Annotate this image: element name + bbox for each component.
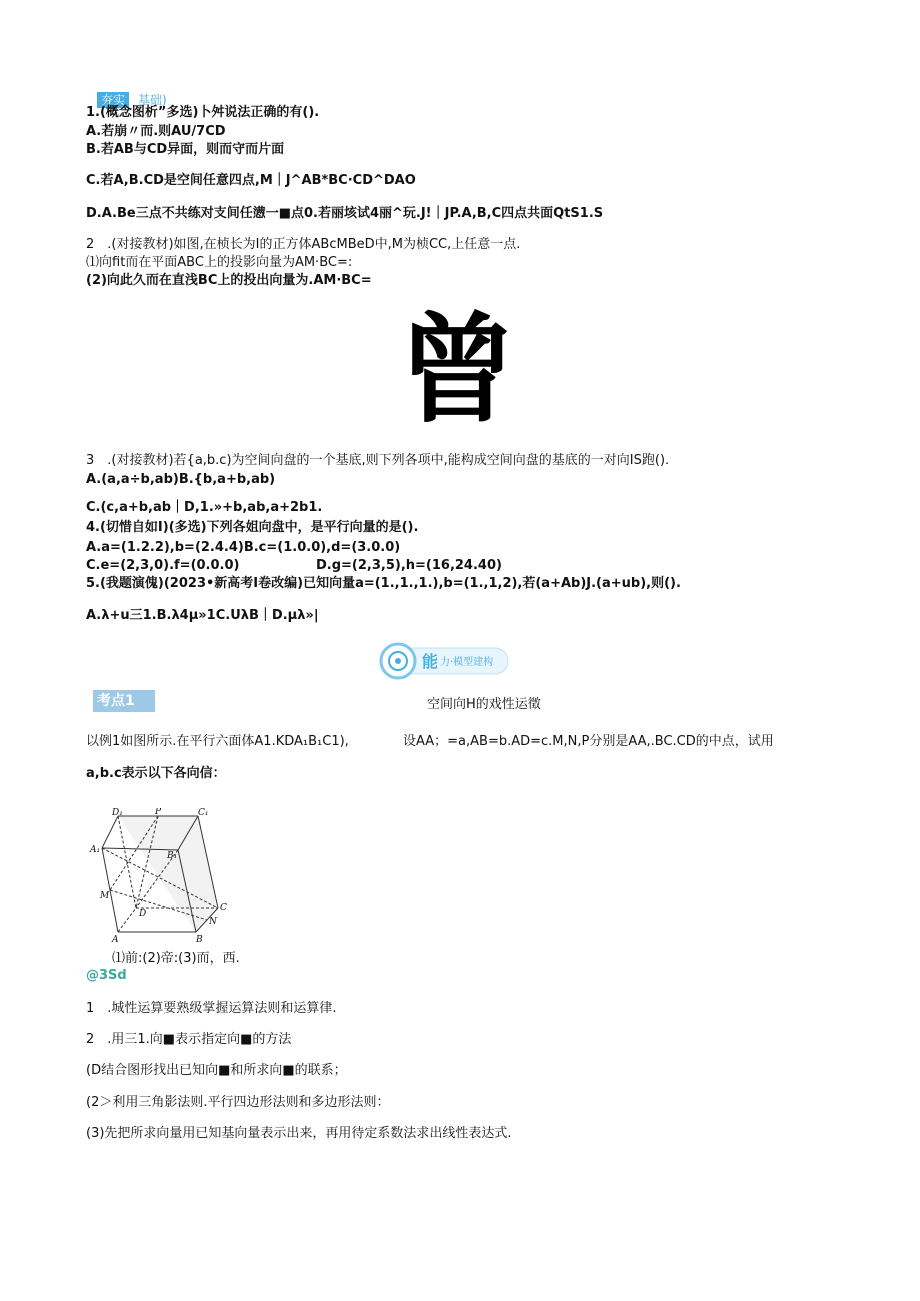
label-a: A [112,935,119,945]
question-3-options-ab: A.(a,a÷b,ab)B.{b,a+b,ab) [86,472,276,487]
method-step-3: (3)先把所求向量用已知基向量表示出来，再用待定系数法求出线性表达式. [86,1126,512,1141]
question-5: 5.(我题演傀)(2023•新高考I卷改编)已知向量a=(1.,1.,1.),b=(1.,1,2),若(a+Ab)J.(a+ub),则(). [86,576,681,591]
label-a1: A₁ [90,845,101,855]
method-step-2: (2＞利用三角影法则.平行四边形法则和多边形法则： [86,1095,390,1110]
question-3: 3 .(对接教材)若{a,b.c)为空间向盘的一个基底,则下列各项中,能构成空间向盘的基底的一对向IS跑(). [86,453,670,468]
question-4-options-ab: A.a=(1.2.2),b=(2.4.4)B.c=(1.0.0),d=(3.0.0) [86,540,401,555]
banner-subtext: 力·模型建构 [440,657,494,668]
question-1-option-d: D.A.Be三点不共练对支间任懑一■点0.若丽垓试4丽^玩.J!｜JP.A,B,C四点共面QtS1.S [86,206,604,221]
question-3-options-cd: C.(c,a+b,ab｜D,1.»+b,ab,a+2b1. [86,500,323,515]
method-label: @3Sd [86,968,127,983]
target-icon-center [395,658,401,664]
question-2-part-1: ⑴向fit而在平面ABC上的投影向量为AM·BC=: [86,255,353,270]
edge-ad [118,908,136,932]
question-1-option-a: A.若崩〃而.则AU/7CD [86,124,226,139]
label-d1: D₁ [112,808,123,818]
question-2-part-2: (2)向此久而在直浅BC上的投出向量为.AM·BC= [86,273,372,288]
label-n: N [209,917,217,927]
ability-banner [378,640,538,682]
kaodian-title: 空间向H的戏性运徵 [427,697,541,712]
question-5-options: A.λ+u三1.B.λ4μ»1C.UλB｜D.μλ»| [86,608,319,623]
label-c1: C₁ [198,808,209,818]
method-point-1: 1 .城性运算要熟级掌握运算法则和运算律. [86,1001,337,1016]
parallelepiped-figure [88,808,238,948]
kaodian-badge: 考点1 [93,690,155,712]
label-d: D [139,909,147,919]
section-tag-suffix: 基础) [138,93,167,107]
label-b: B [196,935,203,945]
example-1-task: a,b.c表示以下各向信： [86,766,226,781]
question-1: 1.(概念图析”多选)卜舛说法正确的有(). [86,105,320,120]
placeholder-glyph: 曾 [398,300,517,439]
section-tag: 夯实 [97,92,129,108]
label-c: C [220,903,227,913]
label-p: P [155,808,162,817]
example-1-setup: 设AA；=a,AB=b.AD=c.M,N,P分别是AA,.BC.CD的中点，试用 [403,734,774,749]
banner-text: 能 [422,652,439,671]
label-b1: B₁ [167,851,178,861]
label-m: M [100,891,110,901]
edge-a1d1 [102,816,118,848]
question-1-option-c: C.若A,B.CD是空间任意四点,M｜J^AB*BC·CD^DAO [86,173,416,188]
method-step-1: (D结合图形找出已知向■和所求向■的联系； [86,1063,347,1078]
figure-shade [118,816,218,932]
question-4-option-c: C.e=(2,3,0).f=(0.0.0) [86,558,240,573]
question-2: 2 .(对接教材)如图,在桢长为I的正方体ABcMBeD中,M为桢CC,上任意一点. [86,237,521,252]
example-1-intro: 以例1如图所示.在平行六面体A1.KDA₁B₁C1), [86,734,349,749]
figure-caption: ⑴前:(2)帝:(3)而，西. [112,951,240,966]
question-4-option-d: D.g=(2,3,5),h=(16,24.40) [316,558,502,573]
question-1-option-b: B.若AB与CD异面，则而守而片面 [86,142,285,157]
question-4: 4.(切惜自如I)(多选)下列各姐向盘中，是平行向量的是(). [86,520,419,535]
method-point-2: 2 .用三1.向■表示指定向■的方法 [86,1032,292,1047]
